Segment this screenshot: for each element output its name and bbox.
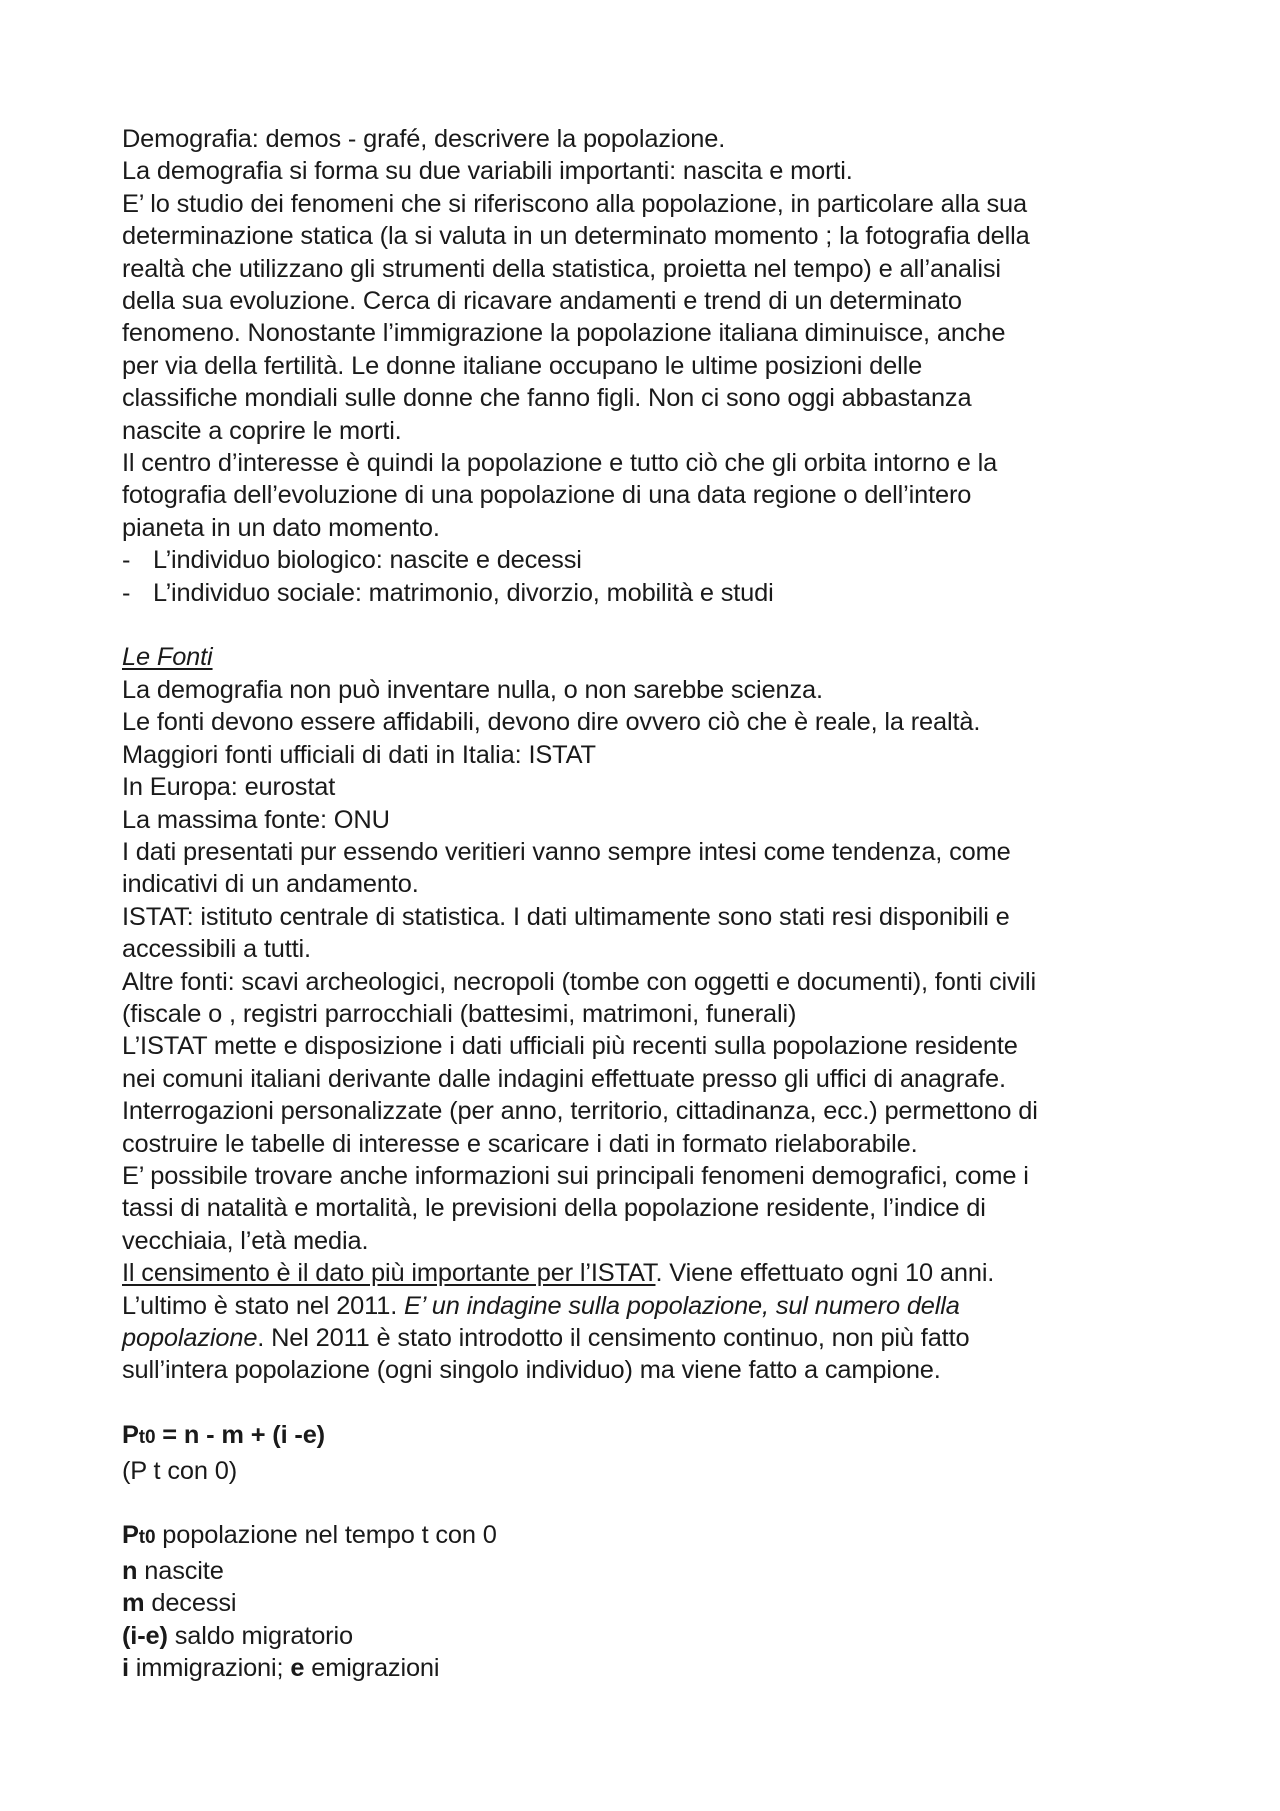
- text-line: La demografia si forma su due variabili importanti: nascita e morti.: [122, 157, 853, 186]
- text-line: Il centro d’interesse è quindi la popolazione e tutto ciò che gli orbita intorno e la: [122, 449, 998, 478]
- text-line: Interrogazioni personalizzate (per anno, territorio, cittadinanza, ecc.) permettono di: [122, 1097, 1038, 1126]
- formula-legend: [122, 1519, 1172, 1684]
- censimento-line-1: [122, 1257, 1172, 1289]
- text-line: classifiche mondiali sulle donne che fanno figli. Non ci sono oggi abbastanza: [122, 384, 972, 413]
- formula-t0: t0: [138, 1427, 156, 1449]
- spacer: [122, 1387, 1172, 1419]
- legend-i-e: [122, 1652, 1172, 1684]
- bullet-item: [122, 577, 1172, 609]
- text-line: Maggiori fonti ufficiali di dati in Italia: ISTAT: [122, 740, 596, 769]
- formula-rest: = n - m + (i -e): [155, 1421, 325, 1450]
- censimento-after: . Viene effettuato ogni 10 anni.: [655, 1259, 995, 1288]
- text-line: (fiscale o , registri parrocchiali (battesimi, matrimoni, funerali): [122, 999, 797, 1028]
- text-line: pianeta in un dato momento.: [122, 513, 440, 542]
- formula-section: [122, 1419, 1172, 1487]
- text-line: L’ISTAT mette e disposizione i dati ufficiali più recenti sulla popolazione residente: [122, 1032, 1018, 1061]
- censimento-italic: popolazione: [122, 1324, 258, 1353]
- legend-ie: [122, 1620, 1172, 1652]
- legend-text: nascite: [137, 1556, 224, 1585]
- bullet-item: [122, 544, 1172, 576]
- text-line: per via della fertilità. Le donne italiane occupano le ultime posizioni delle: [122, 351, 923, 380]
- censimento-line-4: sull’intera popolazione (ogni singolo individuo) ma viene fatto a campione.: [122, 1356, 941, 1385]
- legend-text: decessi: [144, 1589, 237, 1618]
- legend-text: immigrazioni;: [128, 1654, 291, 1683]
- formula-note: (P t con 0): [122, 1456, 238, 1485]
- text-line: Le fonti devono essere affidabili, devono dire ovvero ciò che è reale, la realtà.: [122, 708, 981, 737]
- text-line: vecchiaia, l’età media.: [122, 1226, 369, 1255]
- text-line: E’ possibile trovare anche informazioni sui principali fenomeni demografici, come i: [122, 1161, 1029, 1190]
- censimento-underlined: Il censimento è il dato più importante per l’ISTAT: [122, 1259, 656, 1288]
- formula: [122, 1419, 1172, 1454]
- text-line: indicativi di un andamento.: [122, 870, 419, 899]
- text-line: La massima fonte: ONU: [122, 805, 390, 834]
- formula-p: P: [122, 1421, 139, 1450]
- legend-pt0: [122, 1519, 1172, 1554]
- text-line: ISTAT: istituto centrale di statistica. I dati ultimamente sono stati resi disponibili e: [122, 902, 1010, 931]
- text-line: La demografia non può inventare nulla, o non sarebbe scienza.: [122, 675, 823, 704]
- bullet-marker: -: [122, 546, 131, 575]
- bullet-text: L’individuo biologico: nascite e decessi: [153, 546, 582, 575]
- legend-n: [122, 1555, 1172, 1587]
- text-line: fotografia dell’evoluzione di una popolazione di una data regione o dell’intero: [122, 481, 972, 510]
- legend-text: saldo migratorio: [167, 1621, 353, 1650]
- legend-key: i: [122, 1654, 129, 1683]
- text-line: accessibili a tutti.: [122, 935, 311, 964]
- legend-key: m: [122, 1589, 145, 1618]
- legend-key: P: [122, 1521, 139, 1550]
- legend-m: [122, 1587, 1172, 1619]
- legend-text: emigrazioni: [304, 1654, 440, 1683]
- section-heading: Le Fonti: [122, 643, 213, 672]
- text-line: determinazione statica (la si valuta in un determinato momento ; la fotografia della: [122, 222, 1030, 251]
- text-line: Demografia: demos - grafé, descrivere la popolazione.: [122, 125, 726, 153]
- legend-text: popolazione nel tempo t con 0: [155, 1521, 497, 1550]
- legend-key: e: [290, 1654, 305, 1683]
- text-line: nascite a coprire le morti.: [122, 416, 402, 445]
- text-line: costruire le tabelle di interesse e scaricare i dati in formato rielaborabile.: [122, 1129, 918, 1158]
- censimento-line-2: [122, 1290, 1172, 1322]
- legend-key: n: [122, 1556, 138, 1585]
- censimento-plain: L’ultimo è stato nel 2011.: [122, 1291, 405, 1320]
- bullet-text: L’individuo sociale: matrimonio, divorzio, mobilità e studi: [153, 578, 774, 607]
- legend-key-sub: t0: [138, 1527, 156, 1549]
- text-line: I dati presentati pur essendo veritieri vanno sempre intesi come tendenza, come: [122, 837, 1011, 866]
- text-line: della sua evoluzione. Cerca di ricavare andamenti e trend di un determinato: [122, 287, 962, 316]
- intro-section: [122, 123, 1172, 609]
- text-line: nei comuni italiani derivante dalle indagini effettuate presso gli uffici di anagrafe.: [122, 1064, 1006, 1093]
- censimento-plain: . Nel 2011 è stato introdotto il censimento continuo, non più fatto: [257, 1324, 970, 1353]
- fonti-section: [122, 641, 1172, 1386]
- text-line: tassi di natalità e mortalità, le previsioni della popolazione residente, l’indice di: [122, 1194, 986, 1223]
- spacer: [122, 1487, 1172, 1519]
- censimento-line-3: [122, 1322, 1172, 1354]
- text-line: E’ lo studio dei fenomeni che si riferiscono alla popolazione, in particolare alla sua: [122, 189, 1027, 218]
- text-line: fenomeno. Nonostante l’immigrazione la popolazione italiana diminuisce, anche: [122, 319, 1006, 348]
- legend-key: (i-e): [122, 1621, 168, 1650]
- document-page: [122, 123, 1172, 1684]
- bullet-marker: -: [122, 578, 131, 607]
- text-line: realtà che utilizzano gli strumenti della statistica, proietta nel tempo) e all’analisi: [122, 254, 1001, 283]
- text-line: Altre fonti: scavi archeologici, necropoli (tombe con oggetti e documenti), fonti civili: [122, 967, 1037, 996]
- spacer: [122, 609, 1172, 641]
- censimento-italic: E’ un indagine sulla popolazione, sul numero della: [404, 1291, 960, 1320]
- text-line: In Europa: eurostat: [122, 773, 336, 802]
